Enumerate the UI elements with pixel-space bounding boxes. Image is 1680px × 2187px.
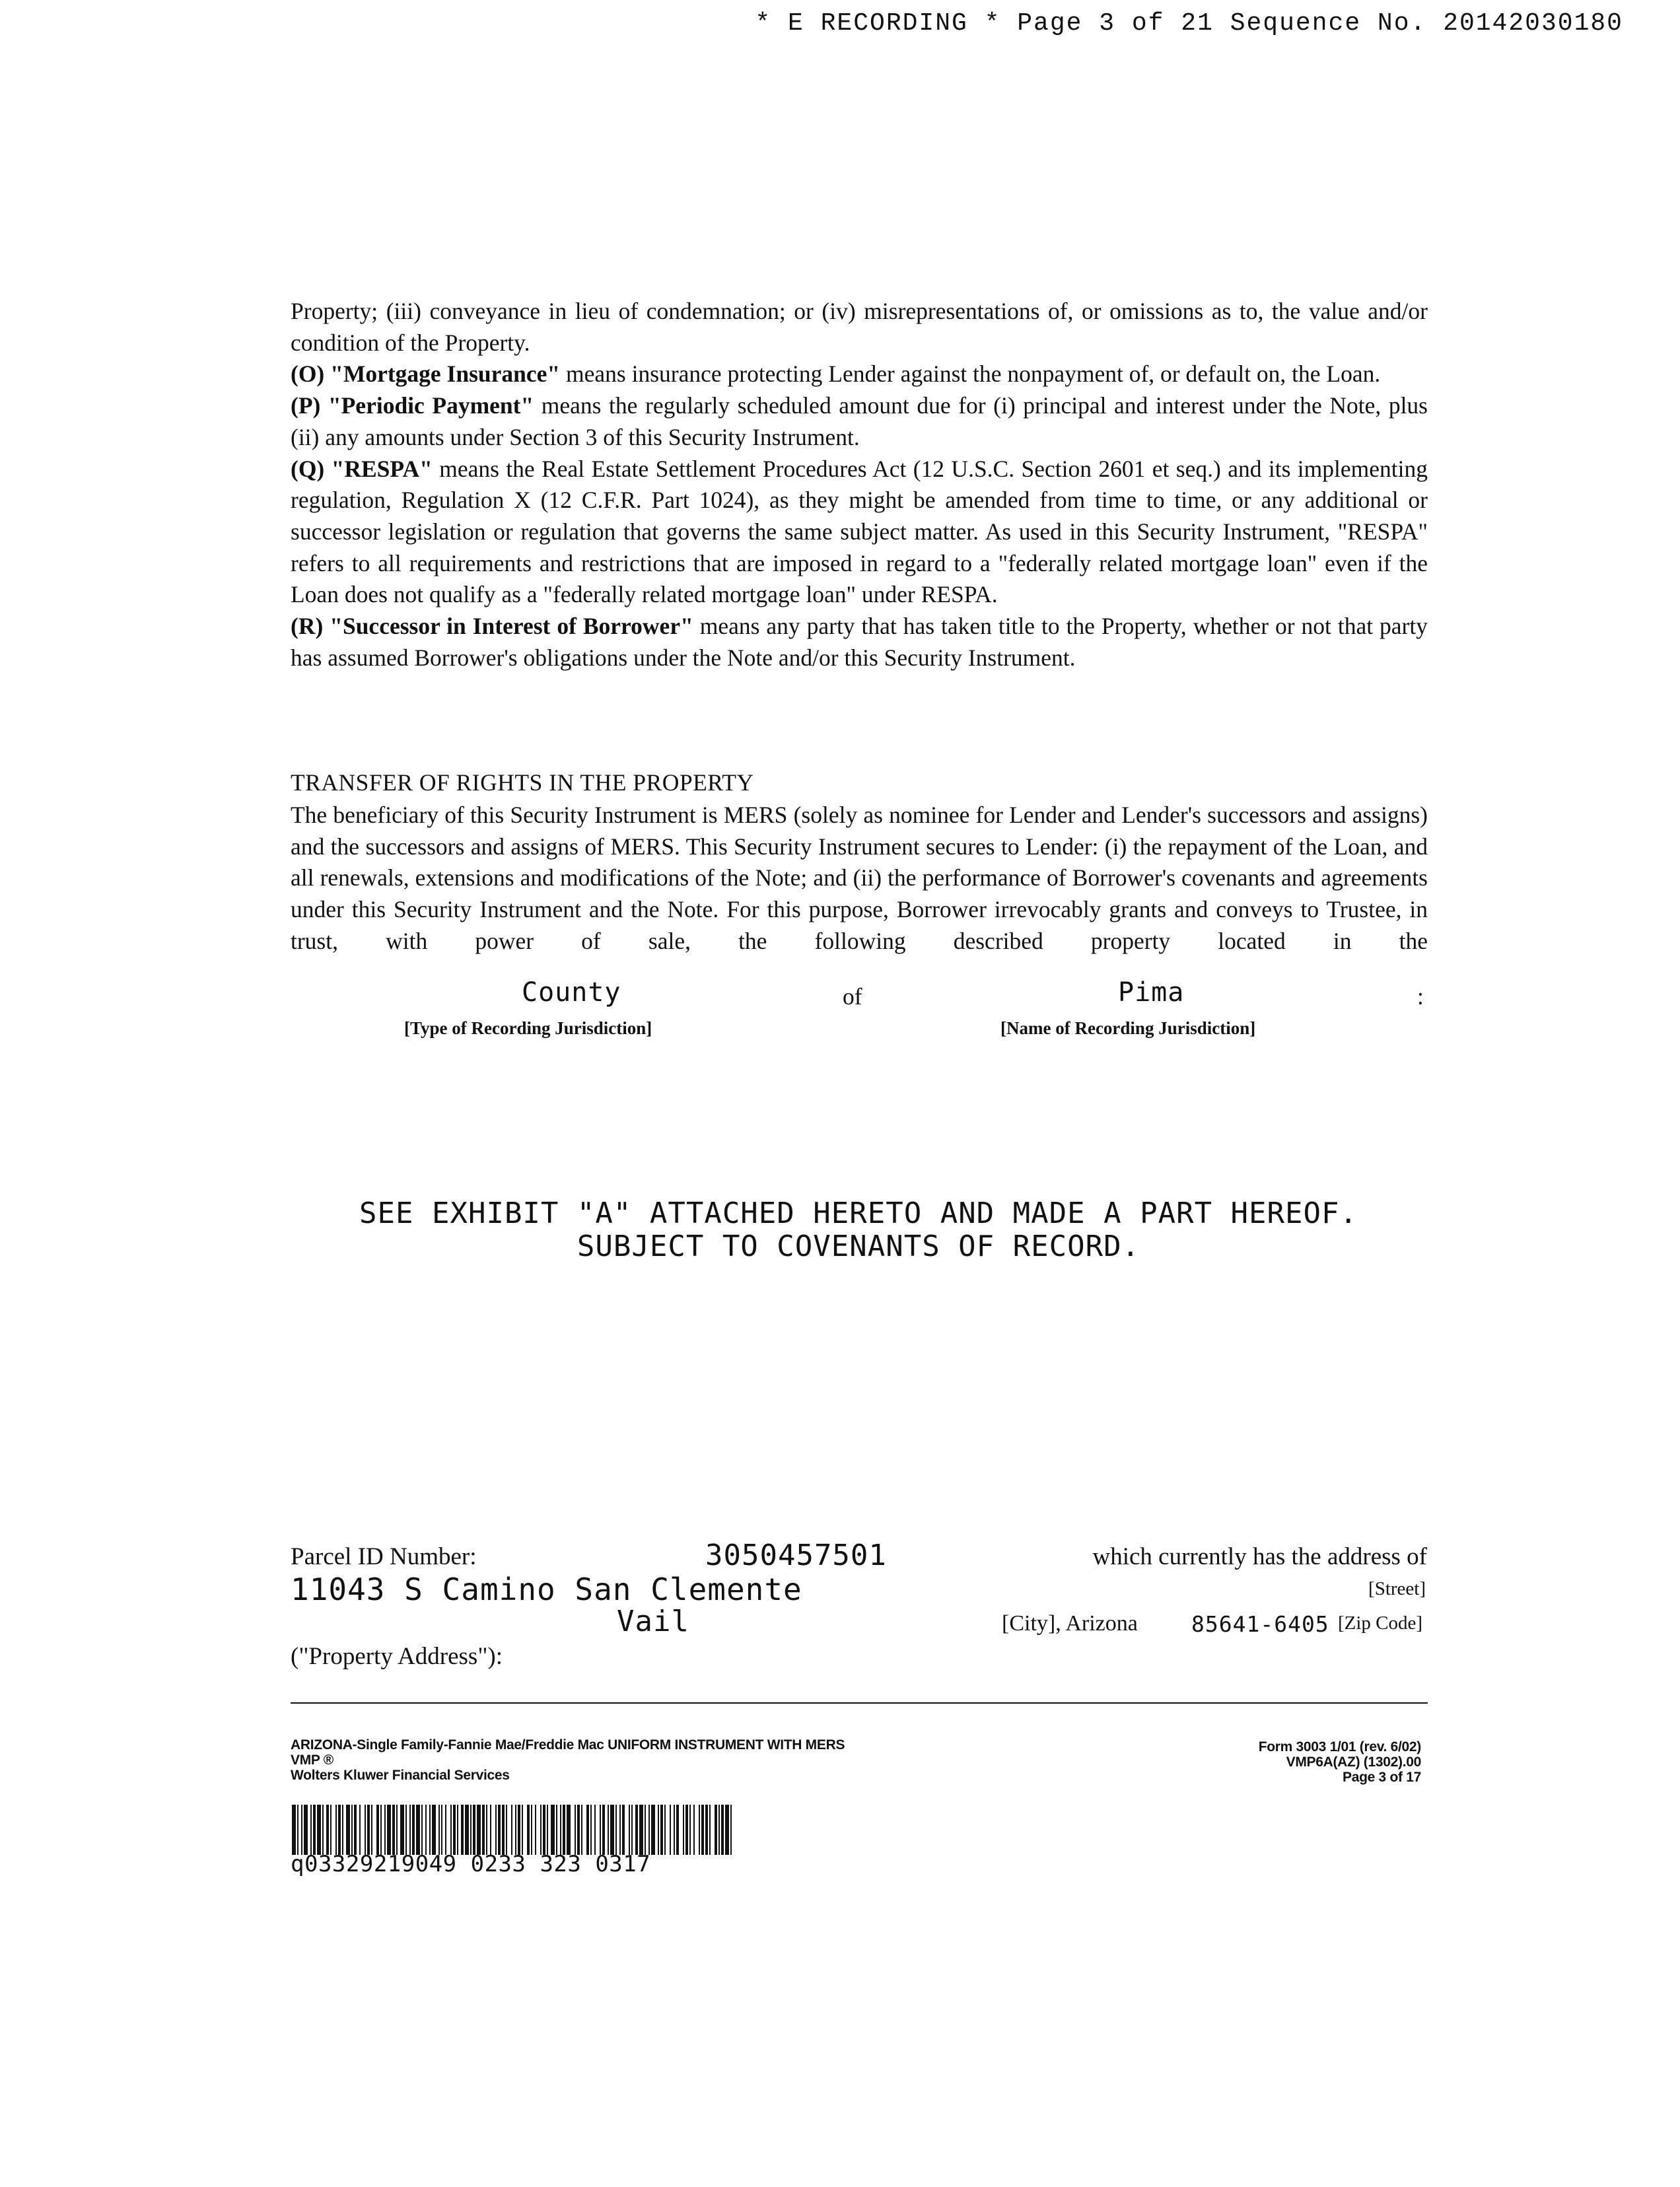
barcode-bar — [639, 1805, 643, 1855]
barcode-bar — [567, 1805, 571, 1855]
barcode-bar — [304, 1805, 308, 1855]
vmp-code: VMP6A(AZ) (1302).00 — [1286, 1754, 1421, 1770]
barcode-bar — [380, 1805, 382, 1855]
barcode-bar — [594, 1805, 596, 1855]
barcode-bar — [445, 1805, 446, 1855]
transfer-heading: TRANSFER OF RIGHTS IN THE PROPERTY — [291, 769, 754, 796]
barcode-bar — [441, 1805, 442, 1855]
barcode-bar — [453, 1805, 456, 1855]
property-address-label: ("Property Address"): — [291, 1643, 503, 1670]
barcode-bar — [535, 1805, 536, 1855]
barcode-bar — [543, 1805, 545, 1855]
barcode-bar — [465, 1805, 469, 1855]
parcel-id-label: Parcel ID Number: — [291, 1543, 477, 1570]
barcode-bar — [498, 1805, 501, 1855]
barcode-bar — [689, 1805, 691, 1855]
barcode-bar — [664, 1805, 666, 1855]
document-barcode — [291, 1805, 733, 1855]
barcode-bar — [461, 1805, 464, 1855]
jurisdiction-type-caption: [Type of Recording Jurisdiction] — [404, 1018, 652, 1038]
barcode-bar — [495, 1805, 497, 1855]
definition-p — [291, 390, 1428, 453]
barcode-bar — [351, 1805, 353, 1855]
barcode-bar — [405, 1805, 407, 1855]
barcode-bar — [371, 1805, 372, 1855]
barcode-bar — [365, 1805, 366, 1855]
barcode-bar — [367, 1805, 370, 1855]
barcode-bar — [518, 1805, 520, 1855]
barcode-bar — [575, 1805, 576, 1855]
recording-stamp: * E RECORDING * Page 3 of 21 Sequence No. 20142030180 — [755, 9, 1623, 38]
street-value: 11043 S Camino San Clemente — [291, 1572, 802, 1607]
barcode-bar — [432, 1805, 436, 1855]
definitions-section — [291, 296, 1428, 674]
barcode-bar — [725, 1805, 729, 1855]
barcode-bar — [718, 1805, 720, 1855]
barcode-bar — [338, 1805, 341, 1855]
barcode-bar — [515, 1805, 516, 1855]
barcode-bar — [699, 1805, 700, 1855]
barcode-bar — [376, 1805, 379, 1855]
barcode-bar — [586, 1805, 589, 1855]
barcode-bar — [674, 1805, 675, 1855]
barcode-bar — [429, 1805, 431, 1855]
barcode-bar — [577, 1805, 580, 1855]
barcode-bar — [610, 1805, 614, 1855]
barcode-bar — [629, 1805, 630, 1855]
barcode-bar — [416, 1805, 420, 1855]
barcode-bar — [387, 1805, 391, 1855]
barcode-bar — [563, 1805, 565, 1855]
vmp-mark: VMP ® — [291, 1753, 333, 1768]
definition-r — [291, 611, 1428, 674]
barcode-bar — [602, 1805, 605, 1855]
barcode-bar — [635, 1805, 638, 1855]
definition-q-text: means the Real Estate Settlement Procedures Act (12 U.S.C. Section 2601 et seq.) and its implementing regulation, Regulation X (12 C.F.R. Part 1024), as they might be amended from time to time, or any additional or successor legislation or regulation that governs the same subject matter. As used in this Security Instrument, "RESPA" refers to all requirements and restrictions that are imposed in regard to a "federally related mortgage loan" even if the Loan does not qualify as a "federally related mortgage loan" under RESPA. — [291, 455, 1428, 608]
barcode-bar — [450, 1805, 452, 1855]
barcode-bar — [581, 1805, 582, 1855]
barcode-bar — [730, 1805, 732, 1855]
city-value: Vail — [617, 1605, 689, 1638]
definition-o-text: means insurance protecting Lender against the nonpayment of, or default on, the Loan. — [560, 361, 1381, 388]
publisher-name: Wolters Kluwer Financial Services — [291, 1768, 510, 1783]
address-intro: which currently has the address of — [1092, 1543, 1427, 1570]
barcode-bar — [608, 1805, 609, 1855]
barcode-bar — [705, 1805, 708, 1855]
barcode-bar — [709, 1805, 711, 1855]
barcode-bar — [392, 1805, 395, 1855]
barcode-bar — [693, 1805, 695, 1855]
barcode-bar — [648, 1805, 650, 1855]
barcode-bar — [506, 1805, 507, 1855]
barcode-bar — [421, 1805, 423, 1855]
definition-q — [291, 454, 1428, 611]
form-number: Form 3003 1/01 (rev. 6/02) — [1258, 1739, 1421, 1754]
barcode-number: q03329219049 0233 323 0317 — [291, 1851, 651, 1877]
barcode-bar — [310, 1805, 312, 1855]
definition-o — [291, 359, 1428, 390]
barcode-bar — [313, 1805, 316, 1855]
barcode-bar — [470, 1805, 472, 1855]
form-title-block — [291, 1737, 845, 1783]
barcode-bar — [409, 1805, 411, 1855]
zip-code-value: 85641-6405 — [1191, 1611, 1329, 1637]
barcode-bar — [721, 1805, 724, 1855]
barcode-bar — [292, 1805, 296, 1855]
barcode-bar — [715, 1805, 717, 1855]
transfer-body: The beneficiary of this Security Instrument is MERS (solely as nominee for Lender and Lender's successors and assigns) and the successors and assigns of MERS. This Security Instrument secures to Lender: (i) the repayment of the Loan, and all renewals, extensions and modifications of the Note; and (ii) the performance of Borrower's covenants and agreements under this Security Instrument and the Note. For this purpose, Borrower irrevocably grants and conveys to Trustee, in trust, with power of sale, the following described property located in the — [291, 802, 1428, 954]
jurisdiction-of-word: of — [843, 983, 862, 1010]
barcode-bar — [396, 1805, 398, 1855]
parcel-id-value: 3050457501 — [705, 1539, 887, 1572]
barcode-bar — [473, 1805, 475, 1855]
form-title: ARIZONA-Single Family-Fannie Mae/Freddie Mac UNIFORM INSTRUMENT WITH MERS — [291, 1737, 845, 1753]
definition-q-term: (Q) "RESPA" — [291, 455, 433, 482]
barcode-bar — [477, 1805, 481, 1855]
definition-p-term: (P) "Periodic Payment" — [291, 392, 534, 419]
form-page-number: Page 3 of 17 — [1343, 1770, 1421, 1785]
barcode-bar — [326, 1805, 329, 1855]
city-state-caption: [City], Arizona — [1002, 1611, 1138, 1636]
barcode-bar — [622, 1805, 625, 1855]
exhibit-reference: SEE EXHIBIT "A" ATTACHED HERETO AND MADE A PART HEREOF. — [359, 1197, 1358, 1230]
barcode-bar — [317, 1805, 321, 1855]
barcode-bar — [670, 1805, 671, 1855]
barcode-bar — [486, 1805, 487, 1855]
barcode-bar — [384, 1805, 386, 1855]
definition-o-term: (O) "Mortgage Insurance" — [291, 361, 561, 388]
barcode-bar — [619, 1805, 621, 1855]
barcode-bar — [301, 1805, 302, 1855]
barcode-bar — [556, 1805, 557, 1855]
form-number-block — [1259, 1739, 1421, 1785]
barcode-bar — [651, 1805, 655, 1855]
barcode-bar — [511, 1805, 512, 1855]
barcode-bar — [297, 1805, 298, 1855]
barcode-bar — [551, 1805, 555, 1855]
barcode-bar — [438, 1805, 440, 1855]
zip-code-caption: [Zip Code] — [1338, 1613, 1423, 1634]
definition-r-text: means any party that has taken title to the Property, whether or not that party has assumed Borrower's obligations under the Note and/or this Security Instrument. — [291, 613, 1428, 671]
barcode-bar — [631, 1805, 633, 1855]
barcode-bar — [547, 1805, 548, 1855]
definition-r-term: (R) "Successor in Interest of Borrower" — [291, 613, 693, 640]
barcode-bar — [522, 1805, 523, 1855]
barcode-bar — [457, 1805, 458, 1855]
barcode-bar — [645, 1805, 646, 1855]
barcode-bar — [330, 1805, 332, 1855]
barcode-bar — [335, 1805, 337, 1855]
covenants-note: SUBJECT TO COVENANTS OF RECORD. — [577, 1230, 1140, 1263]
barcode-bar — [346, 1805, 350, 1855]
definition-p-text: means the regularly scheduled amount due for (i) principal and interest under the Note, plus (ii) any amounts under Section 3 of this Security Instrument. — [291, 392, 1428, 450]
barcode-bar — [685, 1805, 688, 1855]
barcode-bar — [527, 1805, 530, 1855]
barcode-bar — [354, 1805, 357, 1855]
barcode-bar — [658, 1805, 659, 1855]
barcode-bar — [425, 1805, 427, 1855]
jurisdiction-colon: : — [1417, 983, 1424, 1010]
barcode-bar — [615, 1805, 617, 1855]
barcode-bar — [590, 1805, 592, 1855]
barcode-bar — [660, 1805, 663, 1855]
barcode-bar — [701, 1805, 704, 1855]
jurisdiction-type-value: County — [522, 977, 621, 1008]
barcode-bar — [502, 1805, 505, 1855]
jurisdiction-name-value: Pima — [1118, 977, 1185, 1008]
barcode-bar — [342, 1805, 343, 1855]
barcode-bar — [600, 1805, 601, 1855]
barcode-bar — [490, 1805, 491, 1855]
barcode-bar — [531, 1805, 532, 1855]
barcode-bar — [560, 1805, 561, 1855]
barcode-bar — [676, 1805, 679, 1855]
street-caption: [Street] — [1368, 1578, 1426, 1599]
barcode-bar — [359, 1805, 361, 1855]
barcode-bar — [322, 1805, 324, 1855]
barcode-bar — [683, 1805, 684, 1855]
barcode-bar — [540, 1805, 542, 1855]
barcode-bar — [482, 1805, 485, 1855]
barcode-bar — [400, 1805, 404, 1855]
jurisdiction-name-caption: [Name of Recording Jurisdiction] — [1000, 1018, 1256, 1038]
barcode-bar — [412, 1805, 415, 1855]
footer-divider — [291, 1702, 1428, 1704]
definition-continuation: Property; (iii) conveyance in lieu of condemnation; or (iv) misrepresentations of, or omissions as to, the value and/or condition of the Property. — [291, 298, 1428, 356]
